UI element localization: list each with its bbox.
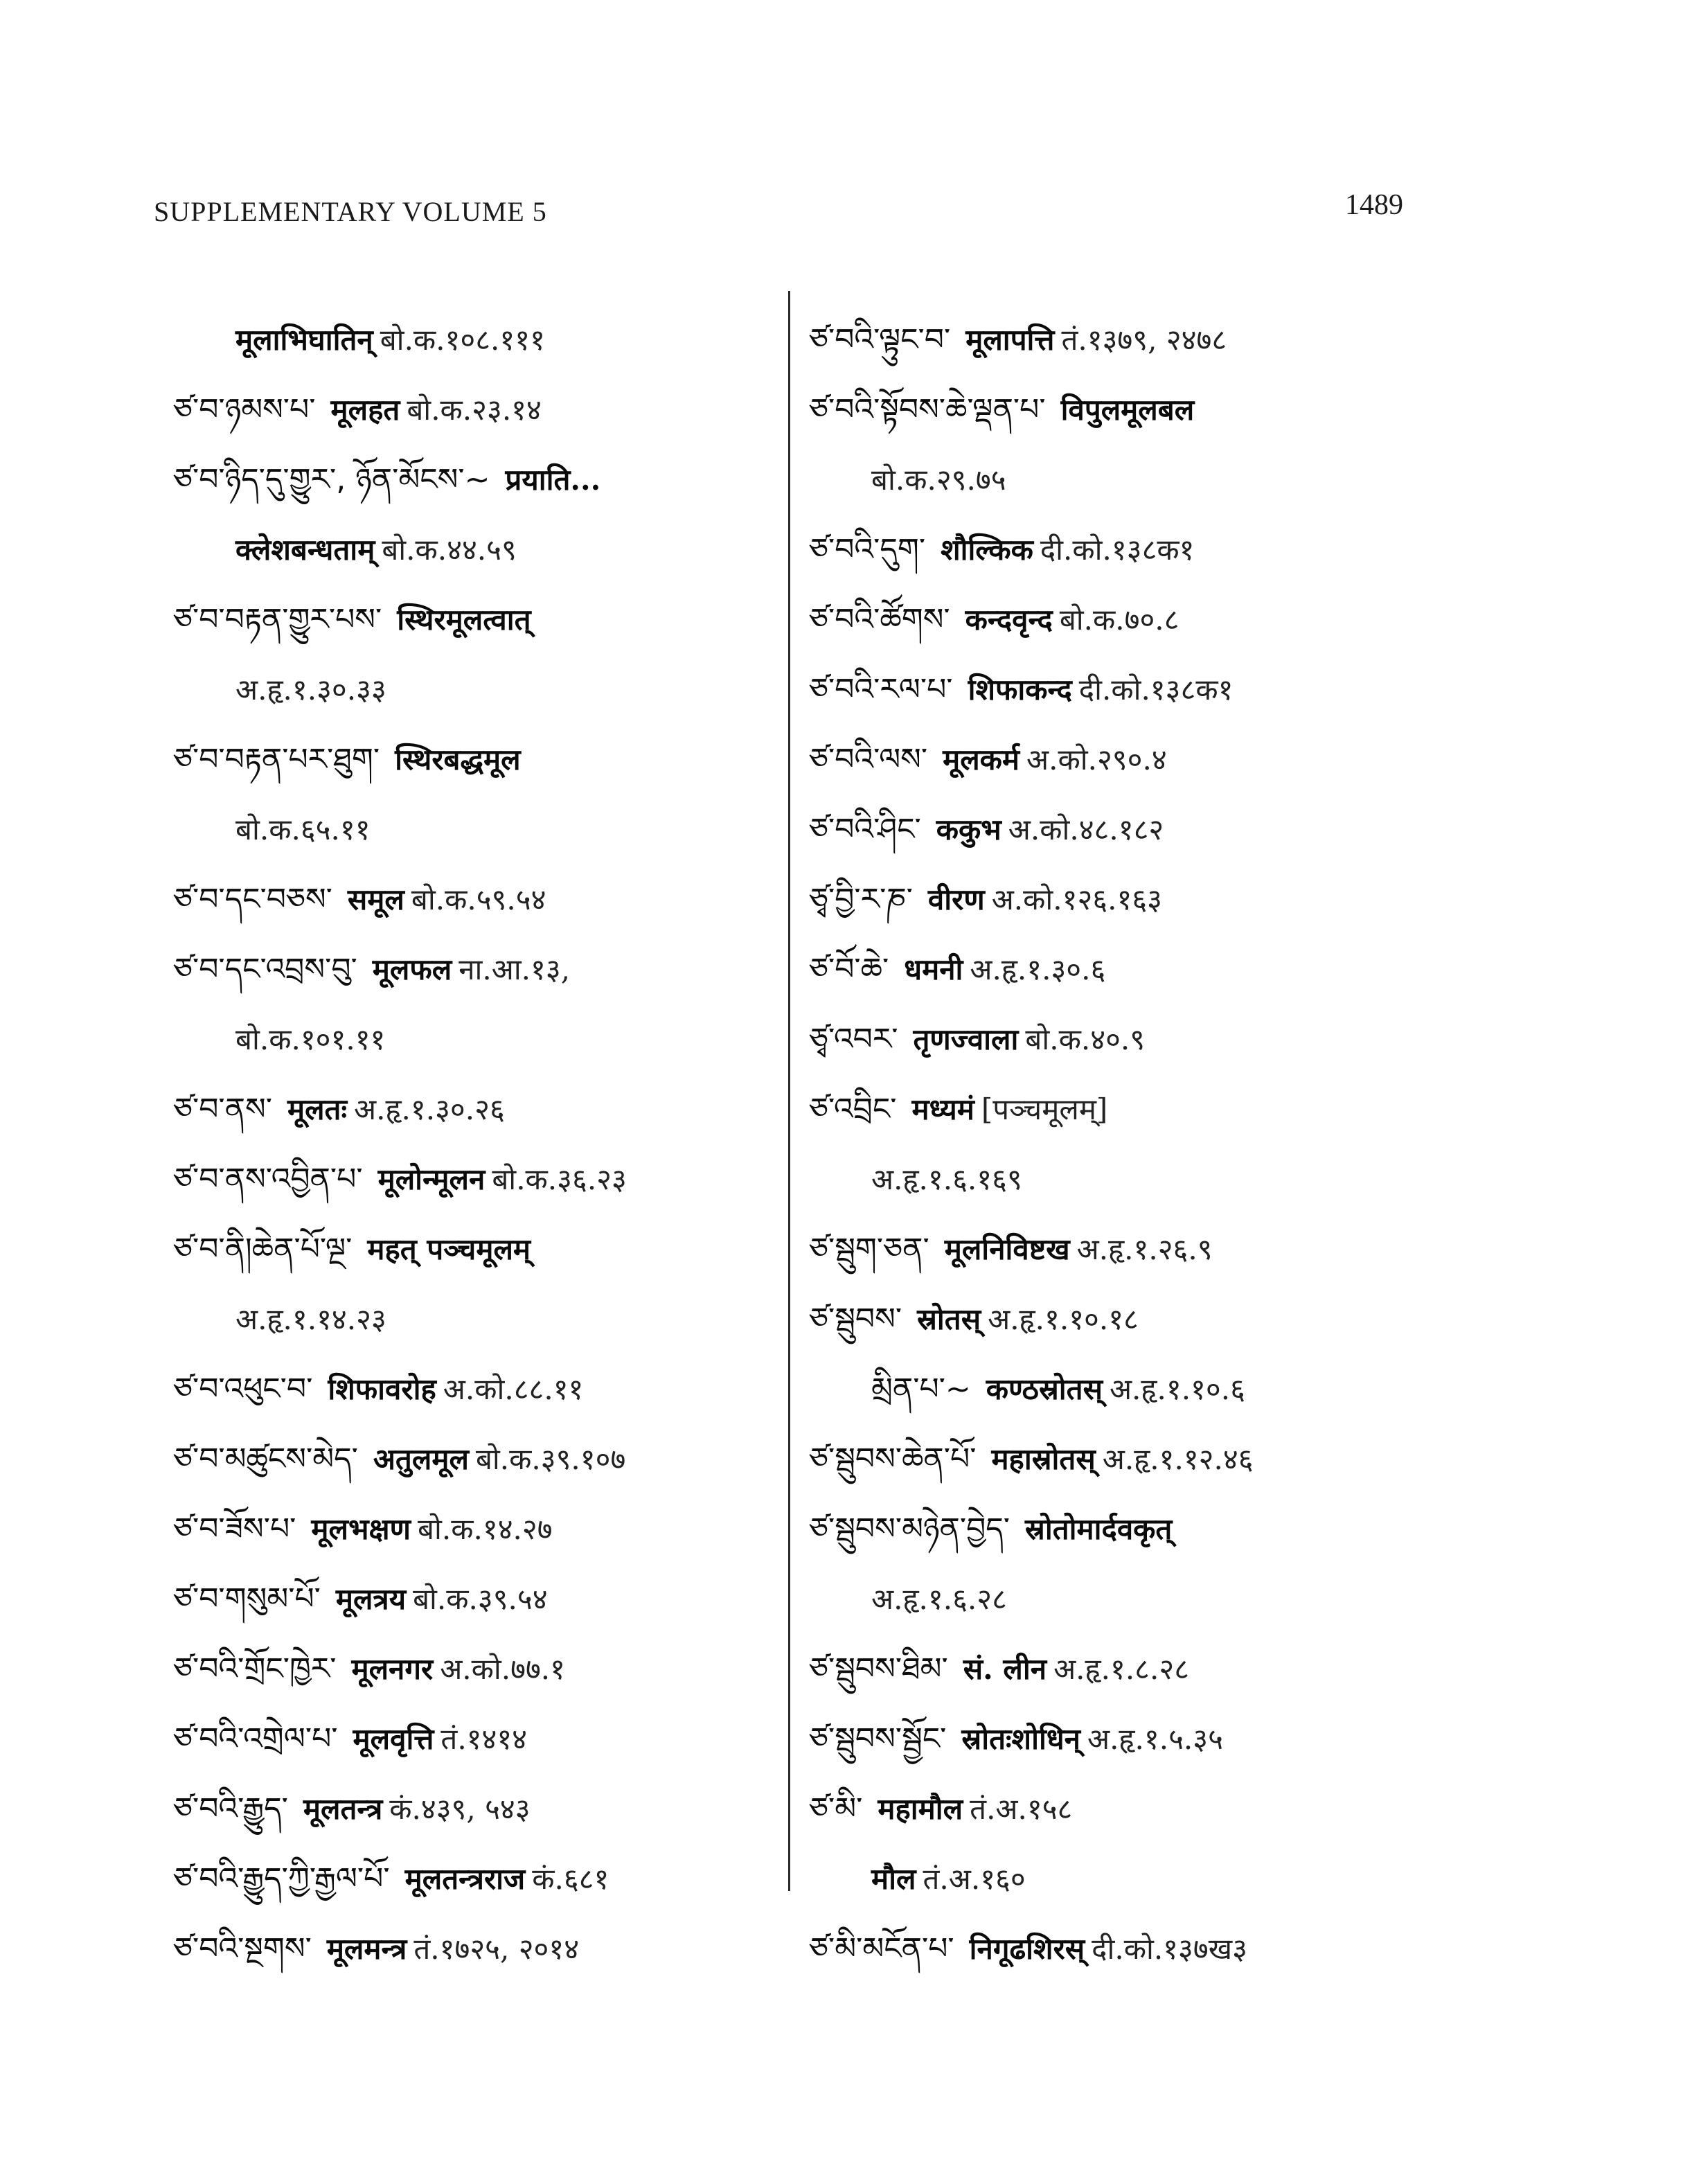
source-reference: अ.हृ.१.१०.६ [1109,1372,1245,1406]
dictionary-entry [173,725,769,794]
source-reference: [पञ्चमूलम्] [981,1092,1108,1126]
dictionary-entry [809,1704,1405,1774]
sanskrit-equivalent: स्थिरमूलत्वात् [397,603,531,637]
sanskrit-equivalent: मूलत्रय [335,1582,407,1616]
sanskrit-equivalent: मूलोन्मूलन [377,1162,486,1196]
source-reference: अ.हृ.१.१२.४६ [1102,1442,1254,1476]
dictionary-entry [809,1494,1405,1564]
sanskrit-equivalent: मूलनिविष्टख [944,1232,1070,1266]
sanskrit-equivalent: धमनी [904,952,963,986]
sanskrit-equivalent: स्थिरबद्धमूल [395,743,521,776]
tibetan-term: ཙ་སྦུག་ཅན་ [809,1232,929,1267]
dictionary-entry [173,445,769,515]
sanskrit-equivalent: मूलफल [372,952,452,986]
tibetan-term: ཙྭ་འབར་ [809,1022,898,1057]
tibetan-term: ཙ་བའི་ལྟུང་བ་ [809,322,951,357]
dictionary-entry [809,445,1405,515]
sanskrit-equivalent: निगूढशिरस् [969,1932,1085,1966]
tibetan-term: ཙ་བའི་འགྲེལ་པ་ [173,1721,338,1757]
source-reference: अ.हृ.१.३०.६ [970,952,1106,986]
sanskrit-equivalent: महामौल [878,1792,963,1826]
sanskrit-equivalent: मूलाभिघातिन् [235,323,373,357]
source-reference: ना.आ.१३, [458,952,571,986]
sanskrit-equivalent: मूलवृत्ति [353,1722,434,1756]
sanskrit-equivalent: क्लेशबन्धताम् [235,533,375,567]
dictionary-entry [809,934,1405,1004]
sanskrit-equivalent: मध्यमं [911,1092,974,1126]
tibetan-term: ཙ་བའི་ཤིང་ [809,812,921,847]
source-reference: बो.क.३९.५४ [413,1582,548,1616]
sanskrit-equivalent: प्रयाति... [505,463,601,497]
dictionary-entry [809,1844,1405,1914]
tibetan-term: ཙ་བ་ཉིད་དུ་གྱུར་, ཉོན་མོངས་~ [173,462,490,497]
source-reference: अ.हृ.१.१०.१८ [988,1302,1139,1336]
tibetan-term: མྲིན་པ་~ [871,1371,971,1407]
tibetan-term: ཙ་སྦུབས་ [809,1302,902,1337]
tibetan-term: ཙ་བ་བརྟན་པར་ཐུག་ [173,742,380,777]
source-reference: बो.क.७०.८ [1059,603,1179,637]
dictionary-entry [173,305,769,375]
dictionary-entry [173,1004,769,1074]
tibetan-term: ཙྭ་བྱི་ར་ཎ་ [809,882,913,917]
source-reference: बो.क.२९.७५ [871,463,1006,497]
tibetan-term: ཙ་བ་འཕུང་བ་ [173,1371,313,1407]
tibetan-term: ཙ་བོ་ཆེ་ [809,952,889,987]
dictionary-entry [173,1354,769,1424]
sanskrit-equivalent: स्रोतःशोधिन् [961,1722,1080,1756]
sanskrit-equivalent: ककुभ [936,813,1001,846]
dictionary-entry [173,585,769,655]
tibetan-term: ཙ་བའི་རལ་པ་ [809,672,953,707]
source-reference: अ.को.१२६.१६३ [991,882,1163,916]
sanskrit-equivalent: मौल [871,1862,916,1896]
sanskrit-equivalent: मूलहत [330,393,400,427]
dictionary-entry [173,934,769,1004]
tibetan-term: ཙ་བ་ཟོས་པ་ [173,1511,296,1547]
dictionary-entry [173,1424,769,1494]
source-reference: दी.को.१३८क१ [1040,533,1195,567]
source-reference: तं.१३७९, २४७८ [1061,323,1227,357]
dictionary-entry [809,1214,1405,1284]
dictionary-entry [809,515,1405,585]
source-reference: अ.हृ.१.५.३५ [1087,1722,1223,1756]
source-reference: अ.हृ.१.१४.२३ [235,1302,386,1336]
dictionary-entry [809,725,1405,794]
tibetan-term: ཙ་བའི་ཚོགས་ [809,602,950,637]
dictionary-entry [173,375,769,445]
tibetan-term: ཙ་བ་དང་བཅས་ [173,882,332,917]
sanskrit-equivalent: मूलतन्त्र [303,1792,383,1826]
source-reference: दी.को.१३८क१ [1078,673,1234,707]
tibetan-term: ཙ་བ་ཉམས་པ་ [173,392,316,427]
sanskrit-equivalent: मूलनगर [351,1652,434,1686]
dictionary-entry [173,864,769,934]
sanskrit-equivalent: महास्रोतस् [991,1442,1096,1476]
dictionary-entry [809,655,1405,725]
sanskrit-equivalent: कण्ठस्रोतस् [986,1372,1103,1406]
dictionary-entry [173,1774,769,1844]
tibetan-term: ཙ་བའི་གྲོང་ཁྱེར་ [173,1651,337,1687]
dictionary-entry [173,1564,769,1634]
source-reference: अ.हृ.१.६.१६९ [871,1162,1022,1196]
dictionary-entry [809,1634,1405,1704]
dictionary-entry [809,1284,1405,1354]
dictionary-entry [173,794,769,864]
right-column [809,305,1405,1984]
sanskrit-equivalent: मूलभक्षण [311,1512,411,1546]
column-divider [788,291,790,1891]
page-number: 1489 [1345,189,1403,221]
source-reference: दी.को.१३७ख३ [1092,1932,1247,1966]
dictionary-entry [173,1914,769,1984]
dictionary-entry [173,1214,769,1284]
sanskrit-equivalent: विपुलमूलबल [1060,393,1195,427]
tibetan-term: ཙ་སྦུབས་ཆེན་པོ་ [809,1441,977,1477]
source-reference: बो.क.१०८.१११ [380,323,545,357]
source-reference: अ.हृ.१.३०.३३ [235,673,386,707]
sanskrit-equivalent: मूलतन्त्रराज [404,1862,526,1896]
source-reference: अ.हृ.१.२६.९ [1076,1232,1213,1266]
tibetan-term: ཙ་བ་ནི།ཆེན་པོ་ལྔ་ [173,1232,353,1267]
tibetan-term: ཙ་བའི་དུག་ [809,532,926,567]
source-reference: अ.को.४८.१८२ [1008,813,1164,846]
dictionary-entry [173,1844,769,1914]
sanskrit-equivalent: तृणज्वाला [913,1022,1019,1056]
tibetan-term: ཙ་བ་ནས་འབྱིན་པ་ [173,1162,363,1197]
source-reference: बो.क.३९.१०७ [475,1442,626,1476]
tibetan-term: ཙ་འབྲིང་ [809,1092,897,1127]
running-head: SUPPLEMENTARY VOLUME 5 [154,196,547,227]
source-reference: कं.४३९, ५४३ [389,1792,531,1826]
sanskrit-equivalent: कन्दवृन्द [965,603,1053,637]
dictionary-entry [809,1144,1405,1214]
sanskrit-equivalent: वीरण [927,882,985,916]
tibetan-term: ཙ་མི་ [809,1791,863,1827]
tibetan-term: ཙ་སྦུབས་མཉེན་བྱེད་ [809,1511,1010,1547]
sanskrit-equivalent: अतुलमूल [373,1442,469,1476]
sanskrit-equivalent: महत् पञ्चमूलम् [367,1232,531,1266]
source-reference: कं.६८१ [532,1862,609,1896]
source-reference: अ.हृ.१.८.२८ [1053,1652,1190,1686]
tibetan-term: ཙ་བ་དང་འབྲས་བུ་ [173,952,357,987]
source-reference: बो.क.४०.९ [1025,1022,1146,1056]
source-reference: बो.क.३६.२३ [492,1162,627,1196]
dictionary-entry [173,1494,769,1564]
tibetan-term: ཙ་བ་ནས་ [173,1092,272,1127]
dictionary-entry [809,1424,1405,1494]
sanskrit-equivalent: मूलकर्म [943,743,1020,776]
source-reference: अ.को.८८.११ [443,1372,584,1406]
dictionary-entry [809,794,1405,864]
dictionary-entry [173,515,769,585]
dictionary-entry [173,1284,769,1354]
sanskrit-equivalent: शौल्किक [941,533,1033,567]
dictionary-entry [809,864,1405,934]
source-reference: तं.अ.१५८ [970,1792,1073,1826]
tibetan-term: ཙ་སྦུབས་ཐིམ་ [809,1651,948,1687]
sanskrit-equivalent: शिफावरोह [328,1372,436,1406]
sanskrit-equivalent: स्रोतोमार्दवकृत् [1025,1512,1173,1546]
source-reference: तं.१७२५, २०१४ [413,1932,580,1966]
source-reference: बो.क.१०१.११ [235,1022,386,1056]
source-reference: तं.अ.१६० [923,1862,1026,1896]
tibetan-term: ཙ་བའི་སྔགས་ [173,1931,312,1967]
dictionary-entry [809,1074,1405,1144]
dictionary-entry [809,305,1405,375]
sanskrit-equivalent: स्रोतस् [917,1302,981,1336]
dictionary-entry [173,655,769,725]
dictionary-entry [809,1564,1405,1634]
dictionary-entry [809,1914,1405,1984]
sanskrit-equivalent: समूल [347,882,404,916]
tibetan-term: ཙ་སྦུབས་སྦྱོང་ [809,1721,947,1757]
source-reference: बो.क.४४.५९ [382,533,517,567]
tibetan-term: ཙ་མི་མངོན་པ་ [809,1931,954,1967]
tibetan-term: ཙ་བའི་རྒྱུད་ [173,1791,288,1827]
dictionary-entry [173,1634,769,1704]
dictionary-entry [809,1354,1405,1424]
source-reference: अ.को.२९०.४ [1026,743,1167,776]
sanskrit-equivalent: मूलमन्त्र [326,1932,407,1966]
dictionary-entry [809,585,1405,655]
dictionary-entry [809,1004,1405,1074]
source-reference: अ.हृ.१.३०.२६ [354,1092,505,1126]
sanskrit-equivalent: शिफाकन्द [968,673,1072,707]
sanskrit-equivalent: सं. लीन [963,1652,1047,1686]
left-column [173,305,769,1984]
tibetan-term: ཙ་བ་མཚུངས་མེད་ [173,1441,358,1477]
source-reference: बो.क.६५.११ [235,813,371,846]
tibetan-term: ཙ་བ་གསུམ་པོ་ [173,1581,321,1617]
source-reference: अ.को.७७.१ [440,1652,565,1686]
dictionary-entry [809,1774,1405,1844]
dictionary-entry [173,1704,769,1774]
tibetan-term: ཙ་བའི་ལས་ [809,742,928,777]
tibetan-term: ཙ་བའི་རྒྱུད་ཀྱི་རྒྱལ་པོ་ [173,1861,390,1897]
dictionary-entry [809,375,1405,445]
source-reference: बो.क.२३.१४ [407,393,542,427]
sanskrit-equivalent: मूलतः [287,1092,347,1126]
source-reference: अ.हृ.१.६.२८ [871,1582,1007,1616]
dictionary-entry [173,1074,769,1144]
sanskrit-equivalent: मूलापत्ति [965,323,1055,357]
tibetan-term: ཙ་བའི་སྟོབས་ཆེ་ལྡན་པ་ [809,392,1046,427]
source-reference: बो.क.५९.५४ [411,882,546,916]
tibetan-term: ཙ་བ་བརྟན་གྱུར་པས་ [173,602,382,637]
source-reference: तं.१४१४ [440,1722,528,1756]
source-reference: बो.क.१४.२७ [418,1512,553,1546]
dictionary-entry [173,1144,769,1214]
